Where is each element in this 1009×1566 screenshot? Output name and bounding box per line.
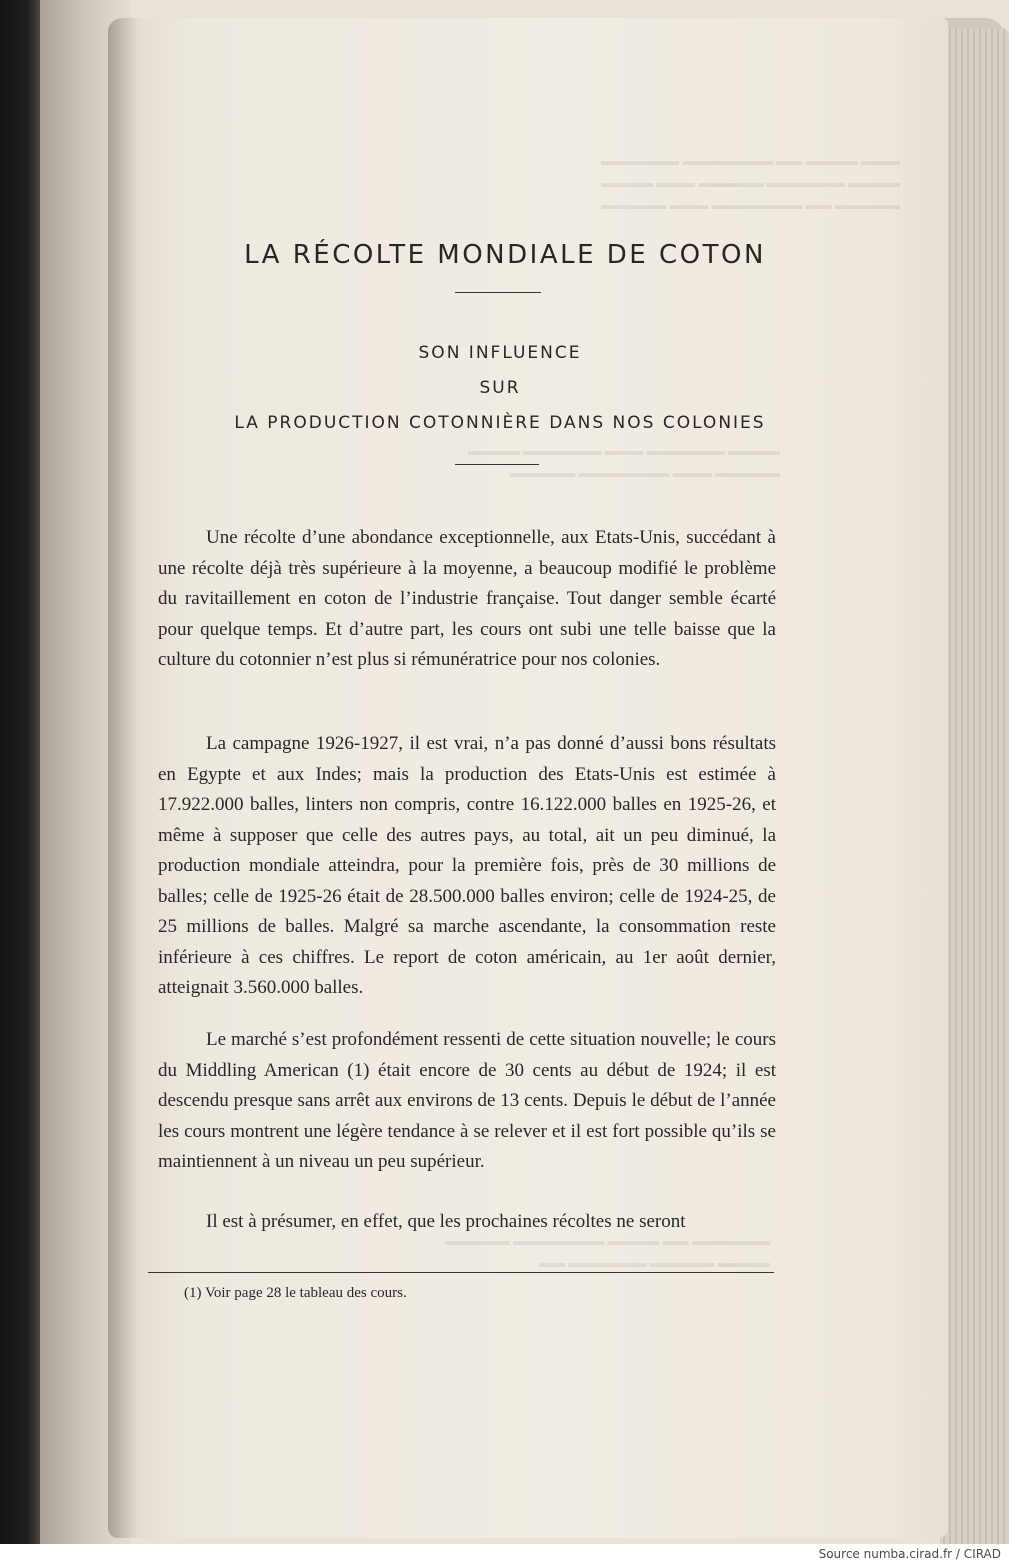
subtitle-line: LA PRODUCTION COTONNIÈRE DANS NOS COLONIES <box>234 413 766 433</box>
body-paragraph: Il est à présumer, en effet, que les prochaines récoltes ne seront <box>206 1211 686 1232</box>
body-paragraph: Le marché s’est profondément ressenti de cette situation nouvelle; le cours du Middling American (1) était encore de 30 cents au début de 1924; il est descendu presque sans arrêt aux environs de 13 cents. Depuis le début de l’année les cours montrent une légère tendance à se relever et il est fort possible qu’ils se maintiennent à un niveau un peu supérieur. <box>158 1029 776 1172</box>
subtitle-divider <box>455 464 539 465</box>
show-through-text: ▬▬▬▬ ▬▬▬▬▬▬ ▬▬▬ ▬▬▬▬▬▬ ▬▬▬▬ ▬▬▬▬▬ ▬▬▬ ▬▬▬▬▬▬▬ ▬▬▬▬▬ <box>468 443 780 480</box>
title-divider <box>455 292 541 293</box>
page-binding-shadow <box>108 18 138 1538</box>
show-through-text: ▬▬▬ ▬▬▬▬ ▬▬ ▬▬▬▬▬▬▬ ▬▬▬▬▬▬ ▬▬▬▬ ▬▬▬▬▬▬ ▬▬▬▬▬ ▬▬▬ ▬▬▬▬ ▬▬▬▬▬ ▬▬ ▬▬▬▬▬▬▬ ▬▬▬ ▬▬▬▬▬ <box>601 153 900 212</box>
source-credit: Source numba.cirad.fr / CIRAD <box>818 1547 1001 1561</box>
show-through-text: ▬▬▬▬▬▬ ▬▬ ▬▬▬▬ ▬▬▬▬▬▬▬ ▬▬▬▬▬ ▬▬▬▬ ▬▬▬▬▬ ▬▬▬▬▬▬ ▬▬ <box>445 1233 770 1270</box>
page-stack-edge <box>940 28 1009 1544</box>
footnote: (1) Voir page 28 le tableau des cours. <box>184 1285 407 1301</box>
subtitle-line: SON INFLUENCE <box>418 343 582 363</box>
body-paragraph: Une récolte d’une abondance exceptionnelle, aux Etats-Unis, succédant à une récolte déjà très supérieure à la moyenne, a beaucoup modifié le problème du ravitaillement en coton de l’industrie française. Tout danger semble écarté pour quelque temps. Et d’autre part, les cours ont subi une telle baisse que la culture du cotonnier n’est plus si rémunératrice pour nos colonies. <box>158 527 776 670</box>
article-title: LA RÉCOLTE MONDIALE DE COTON <box>244 240 766 270</box>
body-paragraph: La campagne 1926-1927, il est vrai, n’a pas donné d’aussi bons résultats en Egypte et aux Indes; mais la production des Etats-Unis est estimée à 17.922.000 balles, linters non compris, contre 16.122.000 balles en 1925-26, et même à supposer que celle des autres pays, au total, ait un peu diminué, la production mondiale atteindra, pour la première fois, près de 30 millions de balles; celle de 1925-26 était de 28.500.000 balles environ; celle de 1924-25, de 25 millions de balles. Malgré sa marche ascendante, la consommation reste inférieure à ces chiffres. Le report de coton américain, au 1er août dernier, atteignait 3.560.000 balles. <box>158 733 776 998</box>
subtitle-line: SUR <box>479 378 521 398</box>
footnote-divider <box>148 1272 774 1273</box>
